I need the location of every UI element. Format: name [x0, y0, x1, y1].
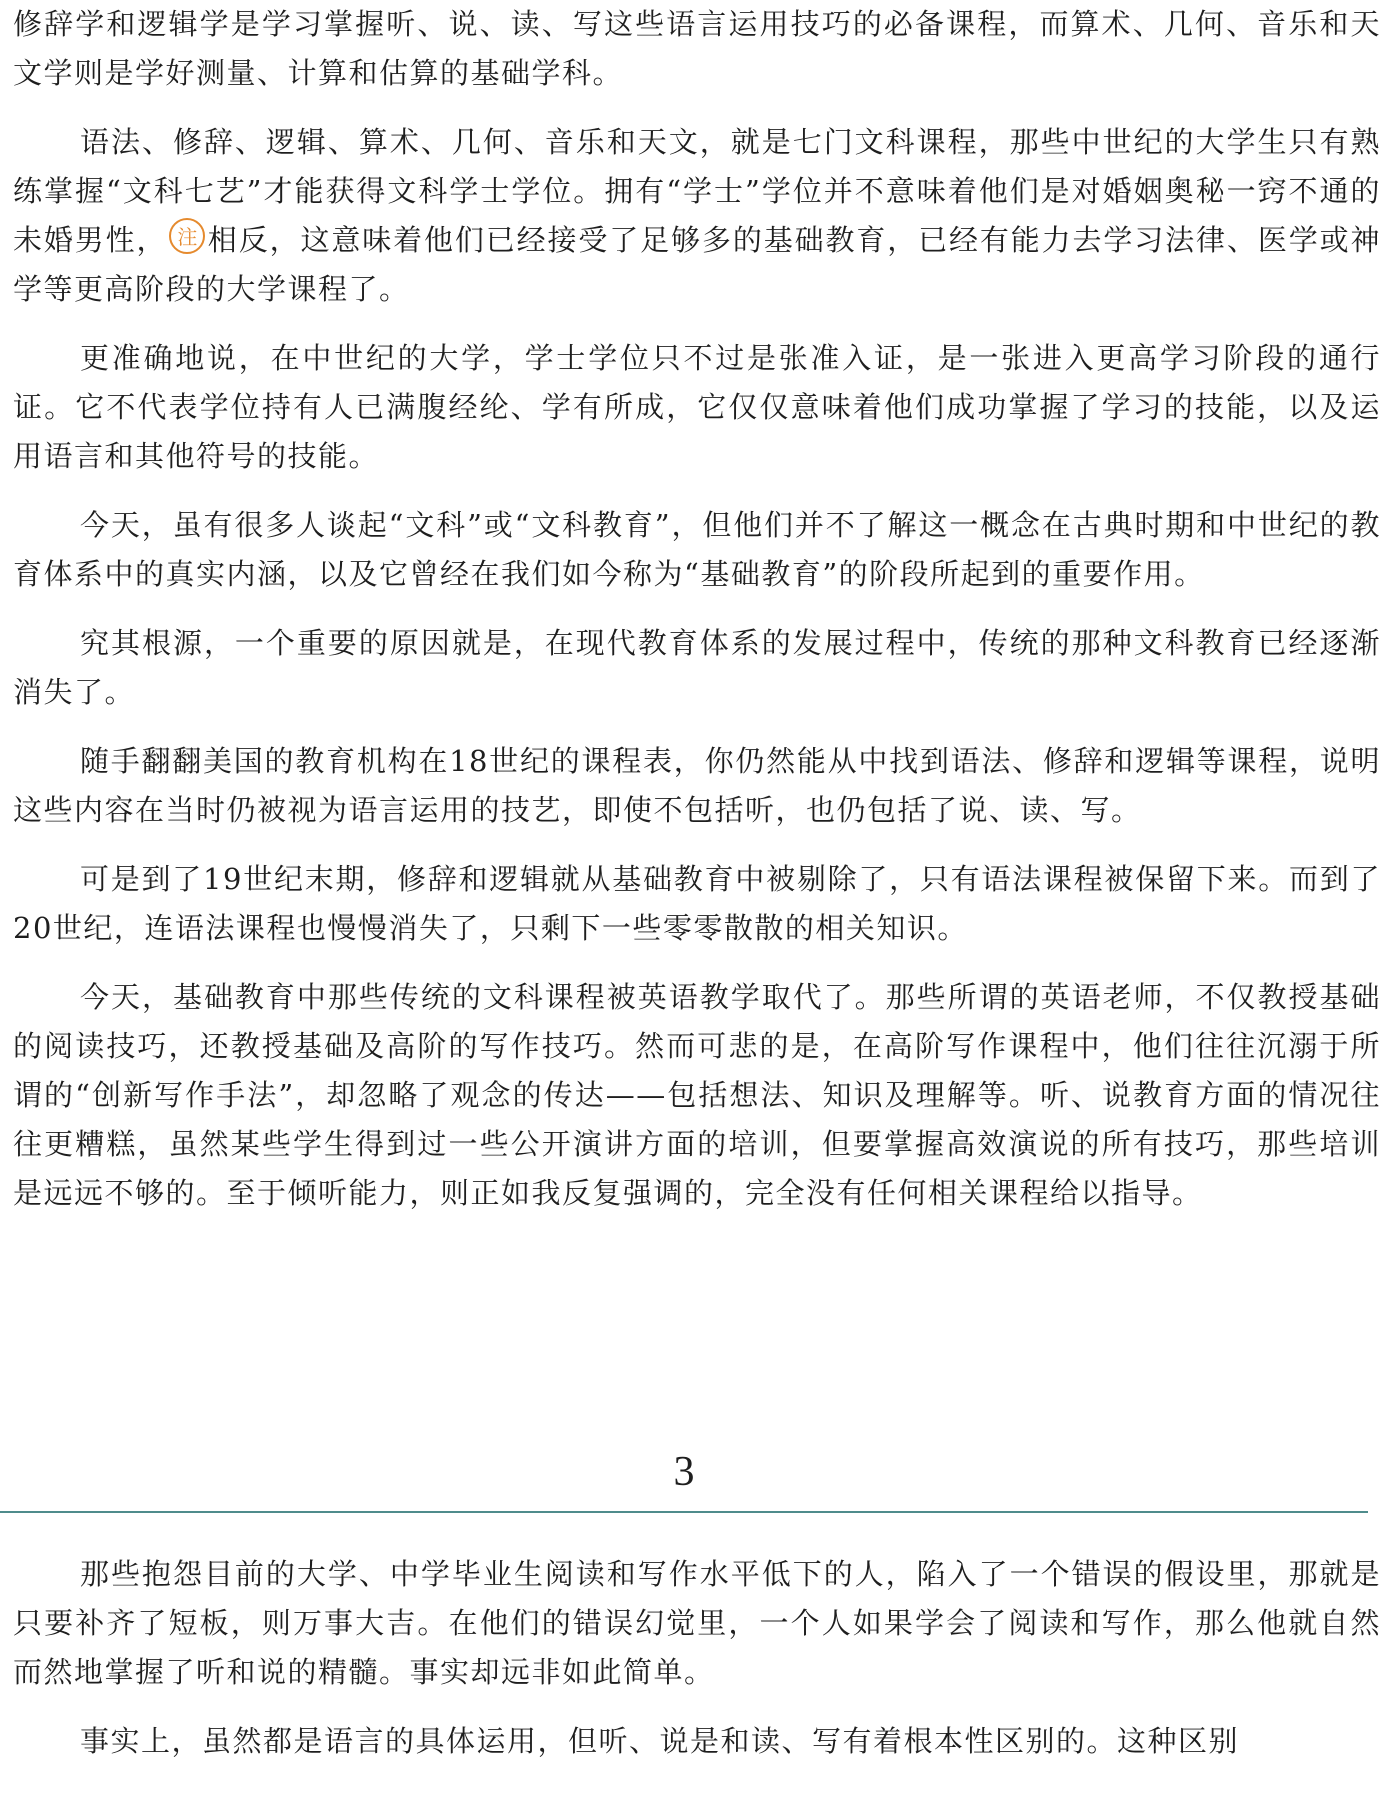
page-top-text — [13, 0, 1381, 1218]
paragraph-2-text-b: 相反，这意味着他们已经接受了足够多的基础教育，已经有能力去学习法律、医学或神学等更高阶段的大学课程了。 — [13, 223, 1381, 306]
section-number: 3 — [673, 1449, 695, 1495]
footnote-marker-icon[interactable]: 注 — [169, 218, 205, 254]
paragraph-3: 更准确地说，在中世纪的大学，学士学位只不过是张准入证，是一张进入更高学习阶段的通行证。它不代表学位持有人已满腹经纶、学有所成，它仅仅意味着他们成功掌握了学习的技能，以及运用语言和其他符号的技能。 — [13, 341, 1381, 473]
paragraph-4: 今天，虽有很多人谈起“文科”或“文科教育”，但他们并不了解这一概念在古典时期和中世纪的教育体系中的真实内涵，以及它曾经在我们如今称为“基础教育”的阶段所起到的重要作用。 — [13, 508, 1381, 591]
paragraph-9: 那些抱怨目前的大学、中学毕业生阅读和写作水平低下的人，陷入了一个错误的假设里，那就是只要补齐了短板，则万事大吉。在他们的错误幻觉里，一个人如果学会了阅读和写作，那么他就自然而然地掌握了听和说的精髓。事实却远非如此简单。 — [13, 1557, 1381, 1689]
paragraph-7: 可是到了19世纪末期，修辞和逻辑就从基础教育中被剔除了，只有语法课程被保留下来。而到了20世纪，连语法课程也慢慢消失了，只剩下一些零零散散的相关知识。 — [13, 862, 1381, 945]
paragraph-1: 修辞学和逻辑学是学习掌握听、说、读、写这些语言运用技巧的必备课程，而算术、几何、音乐和天文学则是学好测量、计算和估算的基础学科。 — [13, 7, 1381, 90]
paragraph-2-text-a: 语法、修辞、逻辑、算术、几何、音乐和天文，就是七门文科课程，那些中世纪的大学生只有熟练掌握“文科七艺”才能获得文科学士学位。拥有“学士”学位并不意味着他们是对婚姻奥秘一窍不通的未婚男性， — [13, 125, 1381, 257]
page-bottom-text — [13, 1550, 1381, 1766]
paragraph-5: 究其根源，一个重要的原因就是，在现代教育体系的发展过程中，传统的那种文科教育已经逐渐消失了。 — [13, 626, 1381, 709]
paragraph-2 — [13, 118, 1381, 314]
section-divider — [0, 1511, 1368, 1513]
paragraph-10: 事实上，虽然都是语言的具体运用，但听、说是和读、写有着根本性区别的。这种区别 — [80, 1724, 1240, 1758]
paragraph-8: 今天，基础教育中那些传统的文科课程被英语教学取代了。那些所谓的英语老师，不仅教授基础的阅读技巧，还教授基础及高阶的写作技巧。然而可悲的是，在高阶写作课程中，他们往往沉溺于所谓的“创新写作手法”，却忽略了观念的传达——包括想法、知识及理解等。听、说教育方面的情况往往更糟糕，虽然某些学生得到过一些公开演讲方面的培训，但要掌握高效演说的所有技巧，那些培训是远远不够的。至于倾听能力，则正如我反复强调的，完全没有任何相关课程给以指导。 — [13, 980, 1381, 1210]
paragraph-6: 随手翻翻美国的教育机构在18世纪的课程表，你仍然能从中找到语法、修辞和逻辑等课程，说明这些内容在当时仍被视为语言运用的技艺，即使不包括听，也仍包括了说、读、写。 — [13, 744, 1381, 827]
